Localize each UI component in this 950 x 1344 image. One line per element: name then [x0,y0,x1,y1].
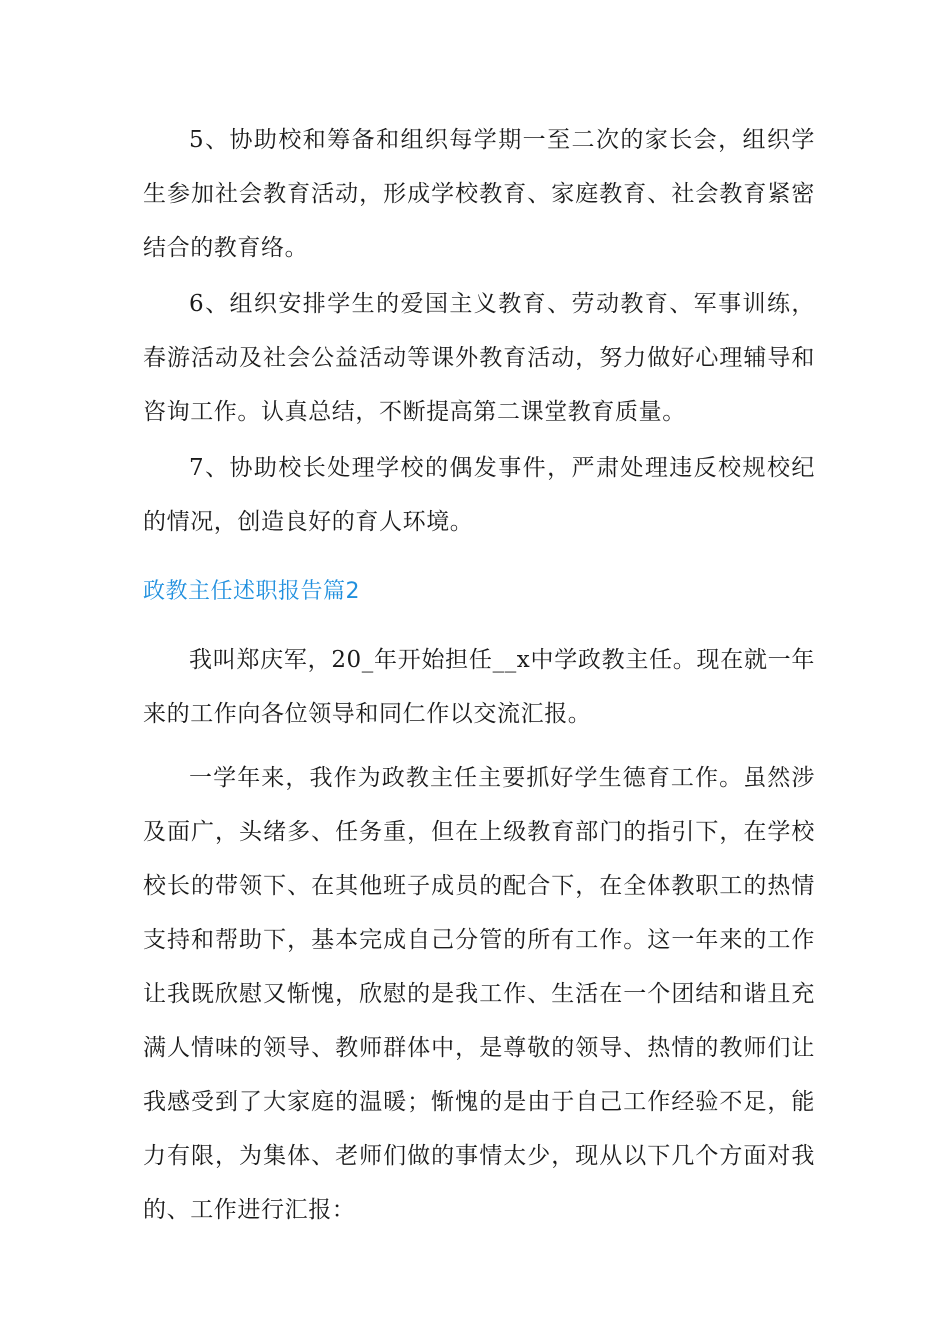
paragraph-item-5: 5、协助校和筹备和组织每学期一至二次的家长会，组织学生参加社会教育活动，形成学校教育、家庭教育、社会教育紧密结合的教育络。 [143,127,815,261]
paragraph-item-6: 6、组织安排学生的爱国主义教育、劳动教育、军事训练，春游活动及社会公益活动等课外教育活动，努力做好心理辅导和咨询工作。认真总结，不断提高第二课堂教育质量。 [143,291,815,425]
paragraph-item-7: 7、协助校长处理学校的偶发事件，严肃处理违反校规校纪的情况，创造良好的育人环境。 [143,455,815,535]
section-heading: 政教主任述职报告篇2 [143,579,360,604]
intro-paragraph: 我叫郑庆军，20_年开始担任__x中学政教主任。现在就一年来的工作向各位领导和同仁作以交流汇报。 [143,647,815,727]
body-paragraph: 一学年来，我作为政教主任主要抓好学生德育工作。虽然涉及面广，头绪多、任务重，但在上级教育部门的指引下，在学校校长的带领下、在其他班子成员的配合下，在全体教职工的热情支持和帮助下，基本完成自己分管的所有工作。这一年来的工作让我既欣慰又惭愧，欣慰的是我工作、生活在一个团结和谐且充满人情味的领导、教师群体中，是尊敬的领导、热情的教师们让我感受到了大家庭的温暖；惭愧的是由于自己工作经验不足，能力有限，为集体、老师们做的事情太少，现从以下几个方面对我的、工作进行汇报： [143,765,815,1223]
